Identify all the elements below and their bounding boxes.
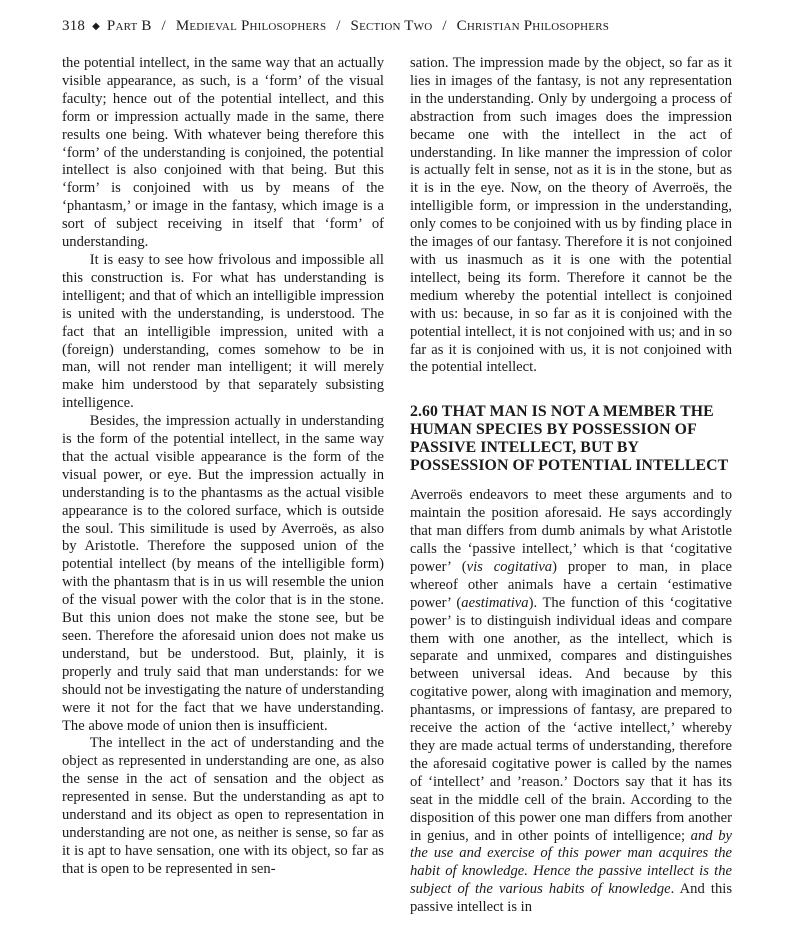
text-run: Averroës endeavors to meet these arguments and to maintain the position aforesaid. He says accordingly that man differs from dumb animals by what Aristotle calls the ‘passive intellect,’ which is that ‘cogitative power’ (: [410, 487, 732, 575]
right-column: [410, 55, 732, 917]
left-column: [62, 55, 384, 879]
paragraph: The intellect in the act of understanding and the object as represented in understanding are one, as also the sense in the act of sensation and the object as represented in sense. But the understanding as apt to understand and its object as open to representation in understanding are not one, as neither is sense, so far as it is apt to have sensation, one with its object, so far as that is open to be represented in sen-: [62, 735, 384, 877]
diamond-icon: ◆: [92, 21, 100, 32]
header-section-b: Section Two: [350, 18, 433, 34]
header-part: Part B: [106, 18, 152, 34]
header-separator: /: [442, 18, 447, 34]
header-separator: /: [336, 18, 341, 34]
header-separator: /: [161, 18, 166, 34]
italic-term: vis cogitativa: [466, 558, 553, 575]
paragraph: the potential intellect, in the same way that an actually visible appearance, as such, is a ‘form’ of the visual faculty; hence out of the potential intellect, and this form or impression actually made in the same, there results one being. With whatever being therefore this ‘form’ of the understanding is conjoined, the potential intellect is also conjoined with that being. But this ‘form’ is conjoined with us by means of the ‘phantasm,’ or image in the fantasy, which image is a sort of subject receiving in itself that ‘form’ of understanding.: [62, 55, 384, 251]
paragraph: Besides, the impression actually in understanding is the form of the potential intellect, in the same way that the actual visible appearance is the form of the visual power, or eye. But the impression actually in understanding is to the phantasms as the actual visible appearance is to the colored surface, which is outside the soul. This similitude is used by Averroës, as also by Aristotle. Therefore the supposed union of the potential intellect (by means of the intelligible form) with the phantasm that is in us will resemble the union of the visual power with the color that is in the stone. But this union does not make the stone see, but be seen. Therefore the aforesaid union does not make us understand, but be understood. But, plainly, it is properly and truly said that man understands: for we should not be investigating the nature of understanding were it not for the fact that we have understanding. The above mode of union then is insufficient.: [62, 413, 384, 734]
text-run: ). The function of this ‘cogitative power’ is to distinguish individual ideas and compare them with one another, as the intellect, which is separate and unmixed, compares and distinguishes between universal ideas. And because by this cogitative power, along with imagination and memory, phantasms, or impressions of fantasy, are prepared to receive the action of the ‘active intellect,’ whereby they are made actual terms of understanding, therefore the aforesaid cogitative power is called by the names of ‘intellect’ and ’reason.’ Doctors say that it has its seat in the middle cell of the brain. According to the disposition of this power one man differs from another in genius, and in other points of intelligence;: [410, 594, 733, 844]
paragraph: sation. The impression made by the object, so far as it lies in images of the fantasy, is not any representation in the understanding. Only by undergoing a process of abstraction from such images does the impression became one with the intellect in the act of understanding. In like manner the impression of color is actually felt in sense, not as it is in the stone, but as it is in the eye. Now, on the theory of Averroës, the intelligible form, or impression in the understanding, only comes to be conjoined with us by finding place in the images of our fantasy. Therefore it is not conjoined with us inasmuch as it is one with the potential intellect, being its form. Therefore it cannot be the medium whereby the potential intellect is conjoined with us: because, in so far as it is conjoined with the potential intellect, it is not conjoined with us; and in so far as it is conjoined with us, it is not conjoined with the potential intellect.: [410, 55, 732, 376]
italic-passage: and by the use and exercise of this power man acquires the habit of knowledge. Hence the passive intellect is the subject of the various habits of knowledge: [410, 827, 732, 898]
running-header: [62, 18, 742, 35]
paragraph: [410, 487, 732, 917]
italic-term: aestimativa: [461, 594, 529, 611]
paragraph: It is easy to see how frivolous and impossible all this construction is. For what has understanding is intelligent; and that of which an intelligible impression is united with the understanding, is understood. The fact that an intelligible impression, united with a (foreign) understanding, comes somehow to be in man, will not render man intelligent; it will merely make him understood by that separately subsisting intelligence.: [62, 251, 384, 412]
section-heading: 2.60 THAT MAN IS NOT A MEMBER THE HUMAN SPECIES BY POSSESSION OF PASSIVE INTELLECT, BUT BY POSSESSION OF POTENTIAL INTELLECT: [410, 403, 729, 475]
header-section-a: Medieval Philosophers: [175, 18, 327, 34]
header-section-c: Christian Philosophers: [456, 18, 610, 34]
page-number: 318: [62, 18, 86, 34]
text-run: . And this passive intellect is in: [410, 881, 732, 916]
text-run: ) proper to man, in place whereof other animals have a certain ‘estimative power’ (: [410, 558, 732, 611]
